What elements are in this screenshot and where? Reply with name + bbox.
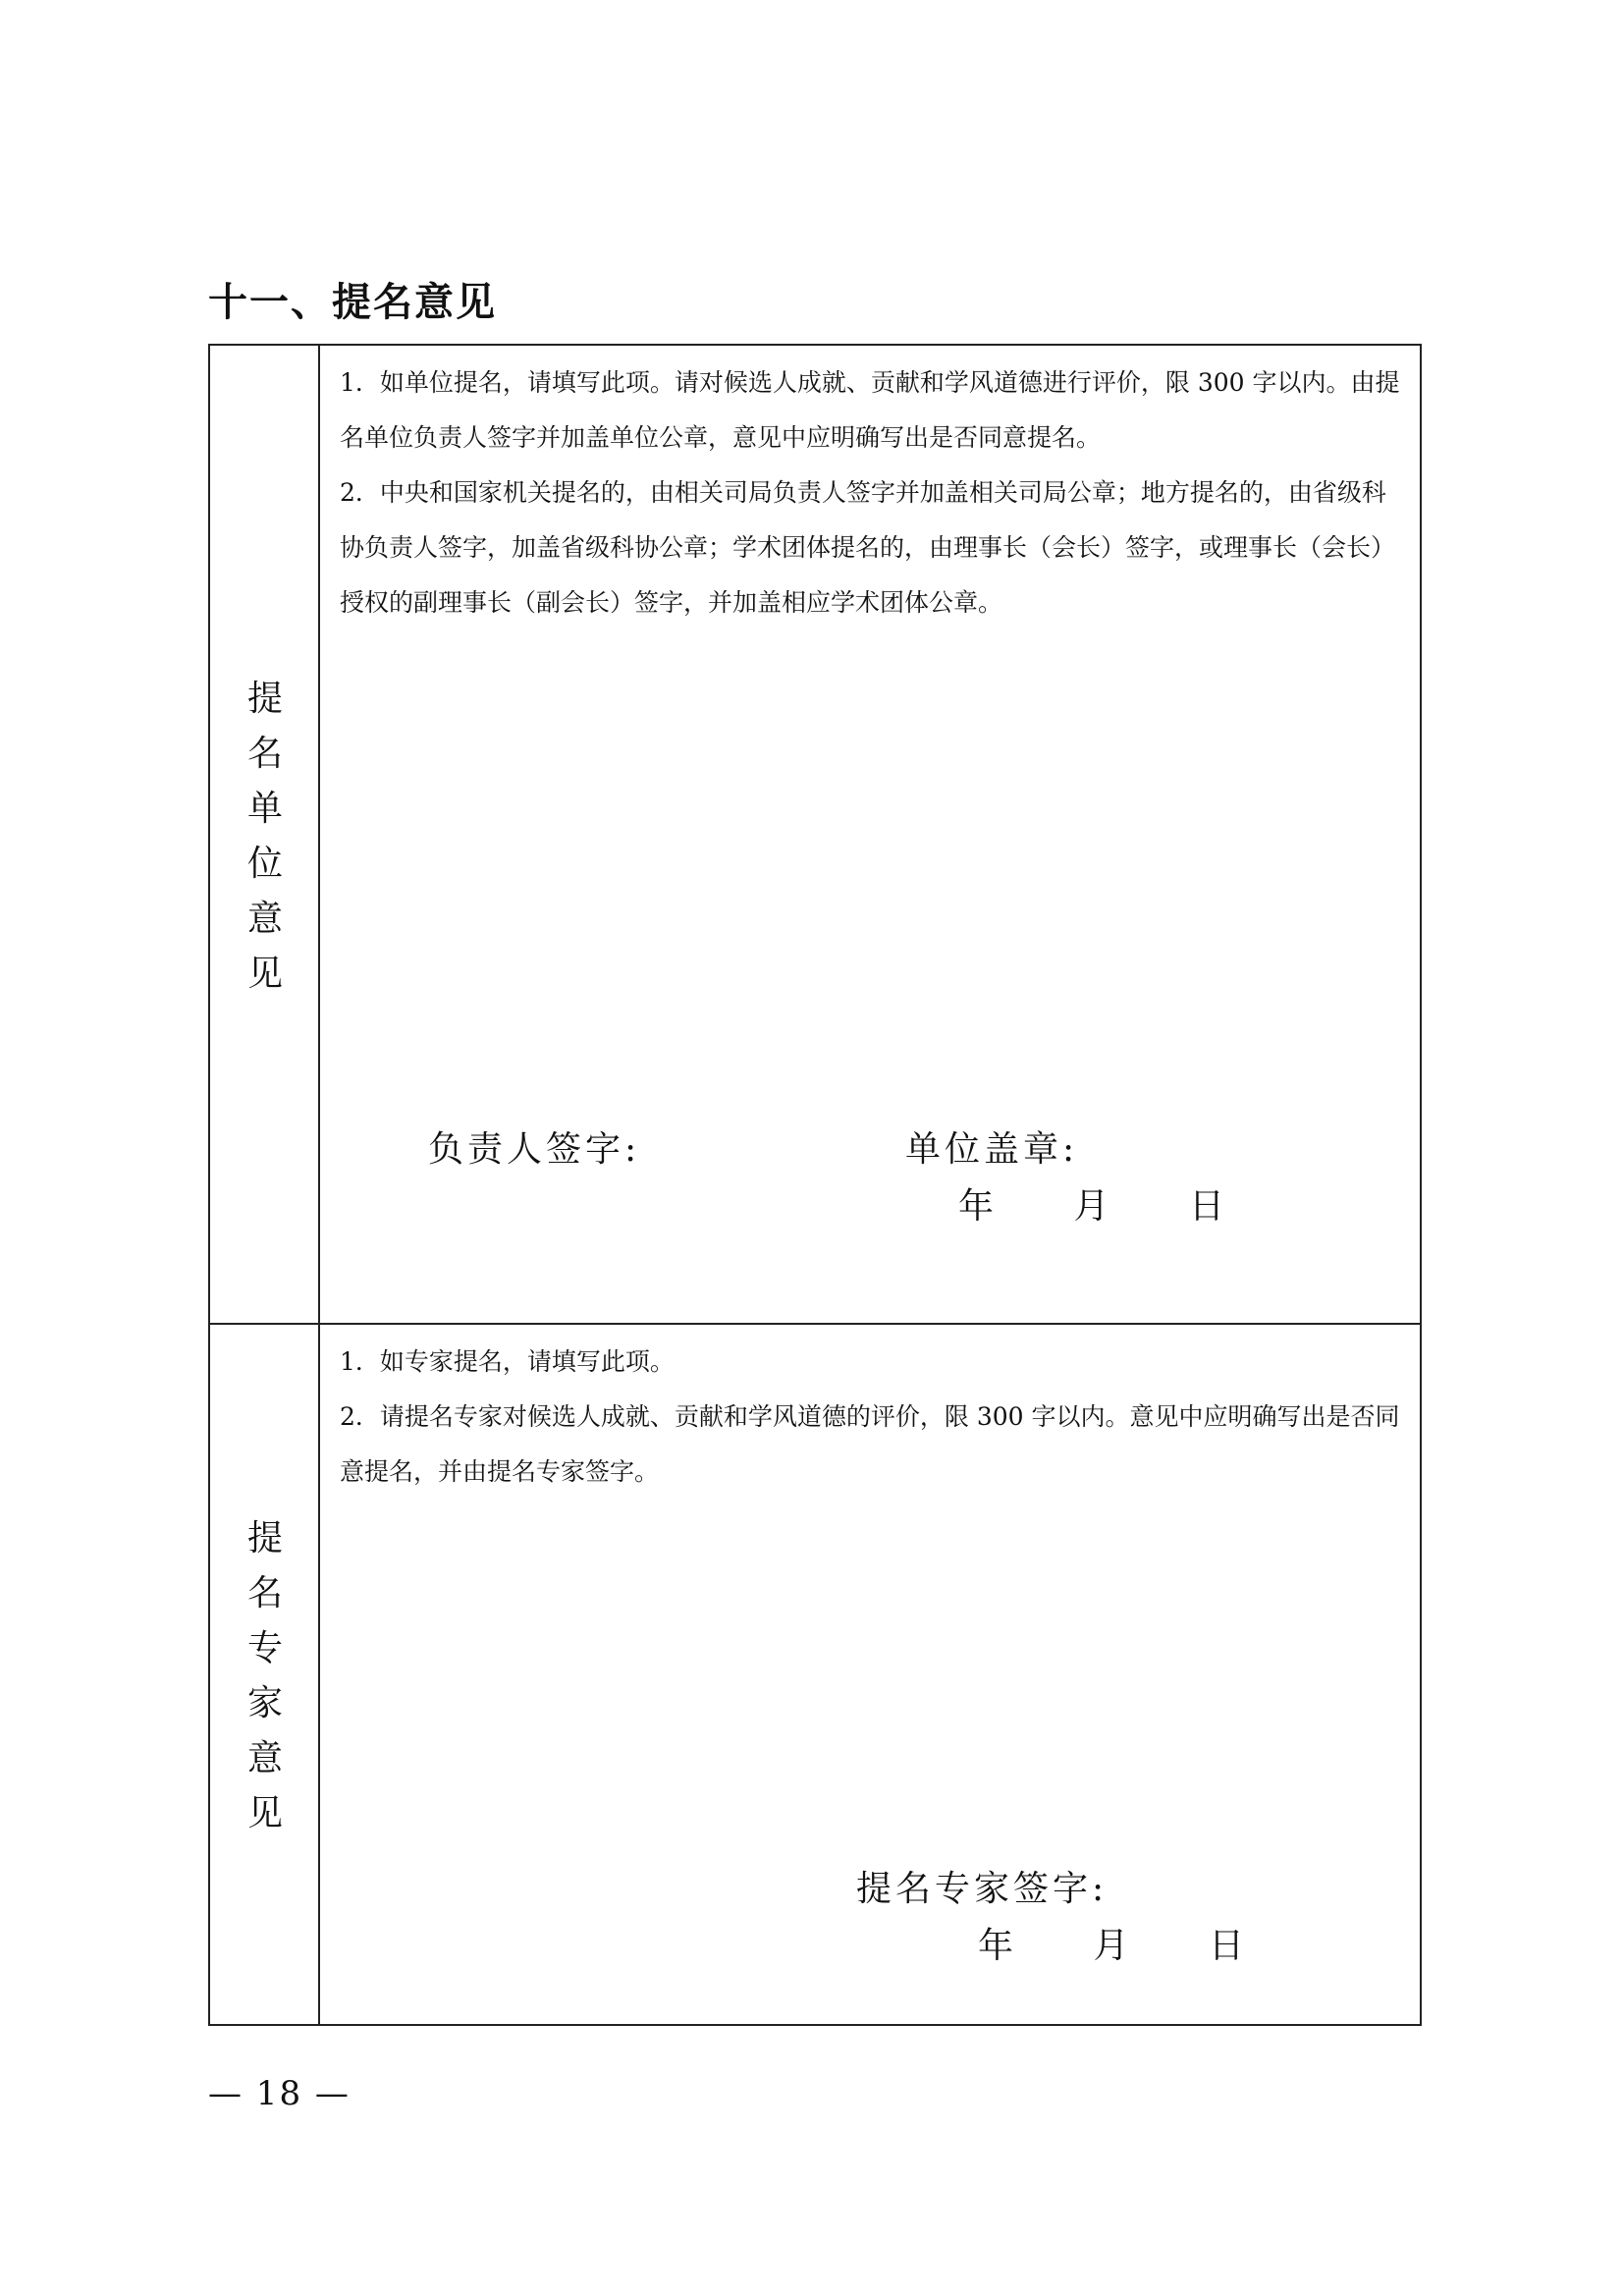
label-char: 提 (246, 1518, 283, 1558)
instruction-item: 2．中央和国家机关提名的，由相关司局负责人签字并加盖相关司局公章；地方提名的，由省级科协负责人签字，加盖省级科协公章；学术团体提名的，由理事长（会长）签字，或理事长（会长）授权的副理事长（副会长）签字，并加盖相应学术团体公章。 (340, 478, 1396, 617)
unit-seal-label: 单位盖章: (905, 1129, 1079, 1170)
unit-opinion-label (210, 672, 320, 1002)
label-char: 意 (246, 899, 283, 939)
date-year: 年 (978, 1926, 1018, 1966)
nomination-opinion-table (208, 344, 1422, 2026)
date-month: 月 (1073, 1186, 1113, 1227)
label-char: 提 (246, 679, 283, 719)
label-char: 名 (246, 1573, 283, 1613)
expert-opinion-row (210, 1325, 1420, 2024)
expert-signature-label: 提名专家签字: (856, 1869, 1109, 1909)
label-char: 见 (246, 954, 283, 994)
unit-opinion-content[interactable] (320, 346, 1420, 1323)
instruction-item: 1．如单位提名，请填写此项。请对候选人成就、贡献和学风道德进行评价，限 300 字以内。由提名单位负责人签字并加盖单位公章，意见中应明确写出是否同意提名。 (340, 368, 1400, 452)
unit-opinion-instructions (340, 355, 1406, 630)
responsible-person-signature-label: 负责人签字: (428, 1129, 641, 1170)
page-number: — 18 — (208, 2074, 351, 2113)
expert-opinion-label-cell (210, 1325, 320, 2024)
date-month: 月 (1093, 1926, 1133, 1966)
instruction-item: 2．请提名专家对候选人成就、贡献和学风道德的评价，限 300 字以内。意见中应明确写出是否同意提名，并由提名专家签字。 (340, 1402, 1400, 1486)
instruction-item: 1．如专家提名，请填写此项。 (340, 1347, 675, 1376)
label-char: 单 (246, 789, 283, 829)
date-year: 年 (958, 1186, 999, 1227)
expert-opinion-date (978, 1918, 1248, 1968)
expert-opinion-label (210, 1511, 320, 1841)
unit-opinion-label-cell (210, 346, 320, 1323)
date-day: 日 (1188, 1186, 1228, 1227)
expert-opinion-content[interactable] (320, 1325, 1420, 2024)
unit-opinion-row (210, 346, 1420, 1325)
label-char: 意 (246, 1738, 283, 1778)
label-char: 名 (246, 734, 283, 774)
expert-opinion-instructions (340, 1335, 1406, 1500)
label-char: 家 (246, 1683, 283, 1723)
section-title: 十一、提名意见 (208, 280, 497, 325)
unit-opinion-date (958, 1178, 1228, 1229)
date-day: 日 (1208, 1926, 1248, 1966)
label-char: 专 (246, 1628, 283, 1668)
label-char: 位 (246, 844, 283, 884)
label-char: 见 (246, 1793, 283, 1833)
